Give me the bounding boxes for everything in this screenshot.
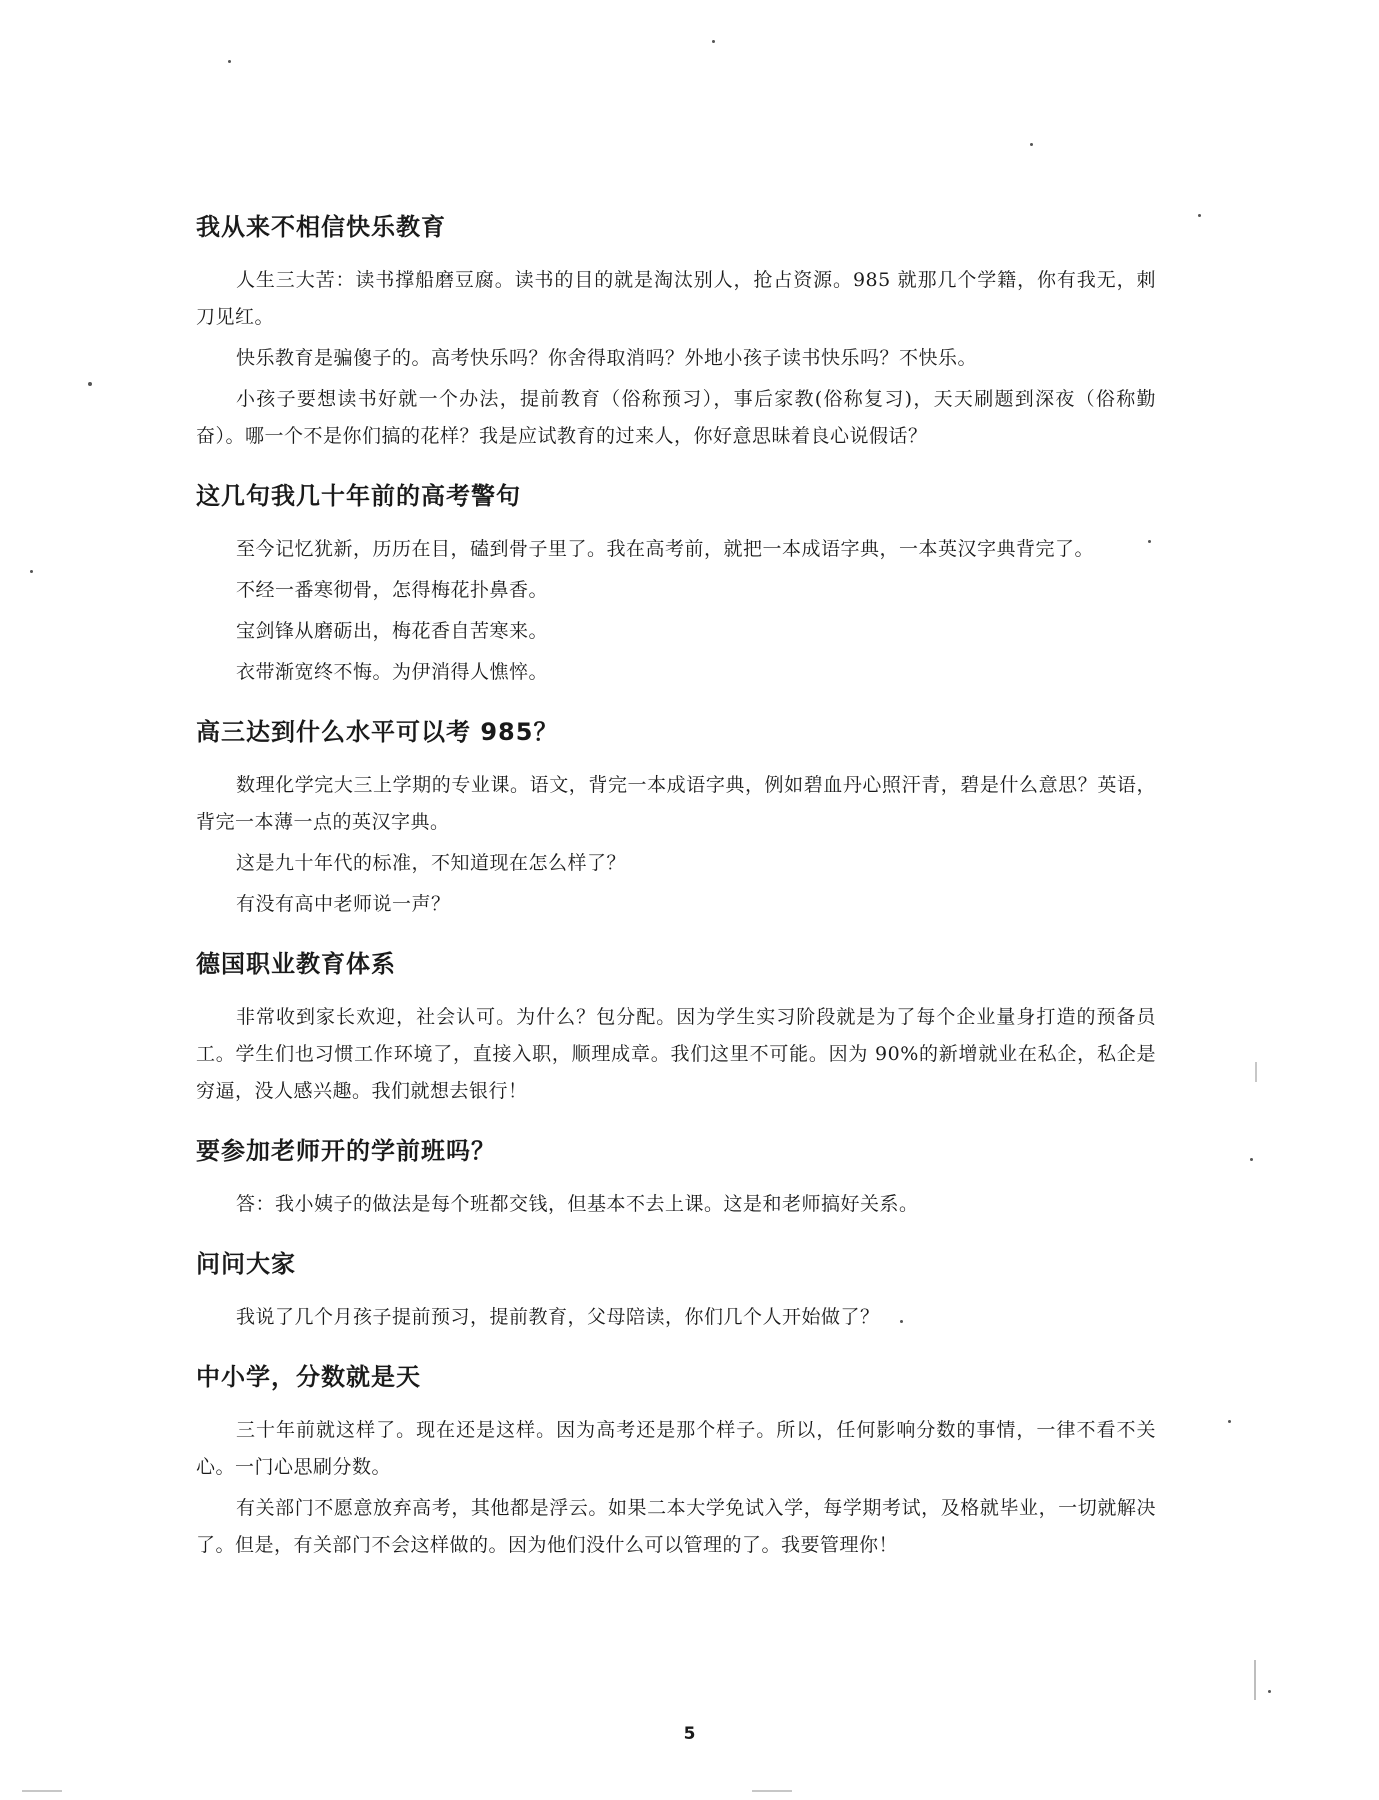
document-body (196, 210, 1156, 1568)
paragraph: 非常收到家长欢迎，社会认可。为什么？包分配。因为学生实习阶段就是为了每个企业量身打造的预备员工。学生们也习惯工作环境了，直接入职，顺理成章。我们这里不可能。因为 90%的新增就业在私企，私企是穷逼，没人感兴趣。我们就想去银行！ (196, 1006, 1156, 1102)
section-title: 问问大家 (196, 1250, 296, 1278)
section-ask-everyone (196, 1247, 1156, 1336)
scan-speck (712, 40, 715, 43)
paragraph: 数理化学完大三上学期的专业课。语文，背完一本成语字典，例如碧血丹心照汗青，碧是什么意思？英语，背完一本薄一点的英汉字典。 (196, 774, 1156, 833)
section-scores-are-everything (196, 1360, 1156, 1564)
section-title: 我从来不相信快乐教育 (196, 213, 446, 241)
scan-edge-mark (22, 1790, 62, 1792)
scan-speck (1030, 143, 1033, 146)
section-title: 德国职业教育体系 (196, 950, 396, 978)
page-number: 5 (683, 1724, 696, 1744)
paragraph: 我说了几个月孩子提前预习，提前教育，父母陪读，你们几个人开始做了？ (236, 1306, 880, 1328)
scan-speck (1268, 1690, 1271, 1693)
paragraph: 衣带渐宽终不悔。为伊消得人憔悴。 (236, 661, 549, 683)
scan-edge-mark (1254, 1660, 1256, 1700)
paragraph: 至今记忆犹新，历历在目，磕到骨子里了。我在高考前，就把一本成语字典，一本英汉字典背完了。 (236, 538, 1095, 560)
paragraph: 这是九十年代的标准，不知道现在怎么样了？ (236, 852, 627, 874)
section-preschool-class (196, 1134, 1156, 1223)
paragraph: 小孩子要想读书好就一个办法，提前教育（俗称预习），事后家教(俗称复习)，天天刷题到深夜（俗称勤奋）。哪一个不是你们搞的花样？我是应试教育的过来人，你好意思昧着良心说假话？ (196, 388, 1156, 447)
section-title: 这几句我几十年前的高考警句 (196, 482, 521, 510)
scan-speck (1250, 1158, 1253, 1161)
paragraph: 答：我小姨子的做法是每个班都交钱，但基本不去上课。这是和老师搞好关系。 (236, 1193, 919, 1215)
paragraph: 不经一番寒彻骨，怎得梅花扑鼻香。 (236, 579, 549, 601)
scan-edge-mark (752, 1790, 792, 1792)
scan-speck (1228, 1420, 1231, 1423)
scan-speck (1198, 214, 1201, 217)
scan-speck (30, 570, 33, 573)
section-title: 高三达到什么水平可以考 985？ (196, 718, 559, 746)
scan-speck (88, 382, 92, 386)
section-exam-mottos (196, 479, 1156, 691)
paragraph: 有关部门不愿意放弃高考，其他都是浮云。如果二本大学免试入学，每学期考试，及格就毕业，一切就解决了。但是，有关部门不会这样做的。因为他们没什么可以管理的了。我要管理你！ (196, 1497, 1156, 1556)
section-title: 要参加老师开的学前班吗？ (196, 1137, 496, 1165)
section-happy-education (196, 210, 1156, 455)
scan-speck (228, 60, 231, 63)
section-german-vocational (196, 947, 1156, 1110)
paragraph: 三十年前就这样了。现在还是这样。因为高考还是那个样子。所以，任何影响分数的事情，一律不看不关心。一门心思刷分数。 (196, 1419, 1156, 1478)
paragraph: 人生三大苦：读书撑船磨豆腐。读书的目的就是淘汰别人，抢占资源。985 就那几个学籍，你有我无，刺刀见红。 (196, 269, 1156, 328)
paragraph: 宝剑锋从磨砺出，梅花香自苦寒来。 (236, 620, 549, 642)
scan-speck (1148, 540, 1151, 543)
scan-speck (900, 1320, 903, 1323)
section-985-level (196, 715, 1156, 923)
scan-edge-mark (1255, 1062, 1257, 1082)
section-title: 中小学，分数就是天 (196, 1363, 421, 1391)
paragraph: 快乐教育是骗傻子的。高考快乐吗？你舍得取消吗？外地小孩子读书快乐吗？不快乐。 (236, 347, 978, 369)
paragraph: 有没有高中老师说一声？ (236, 893, 451, 915)
